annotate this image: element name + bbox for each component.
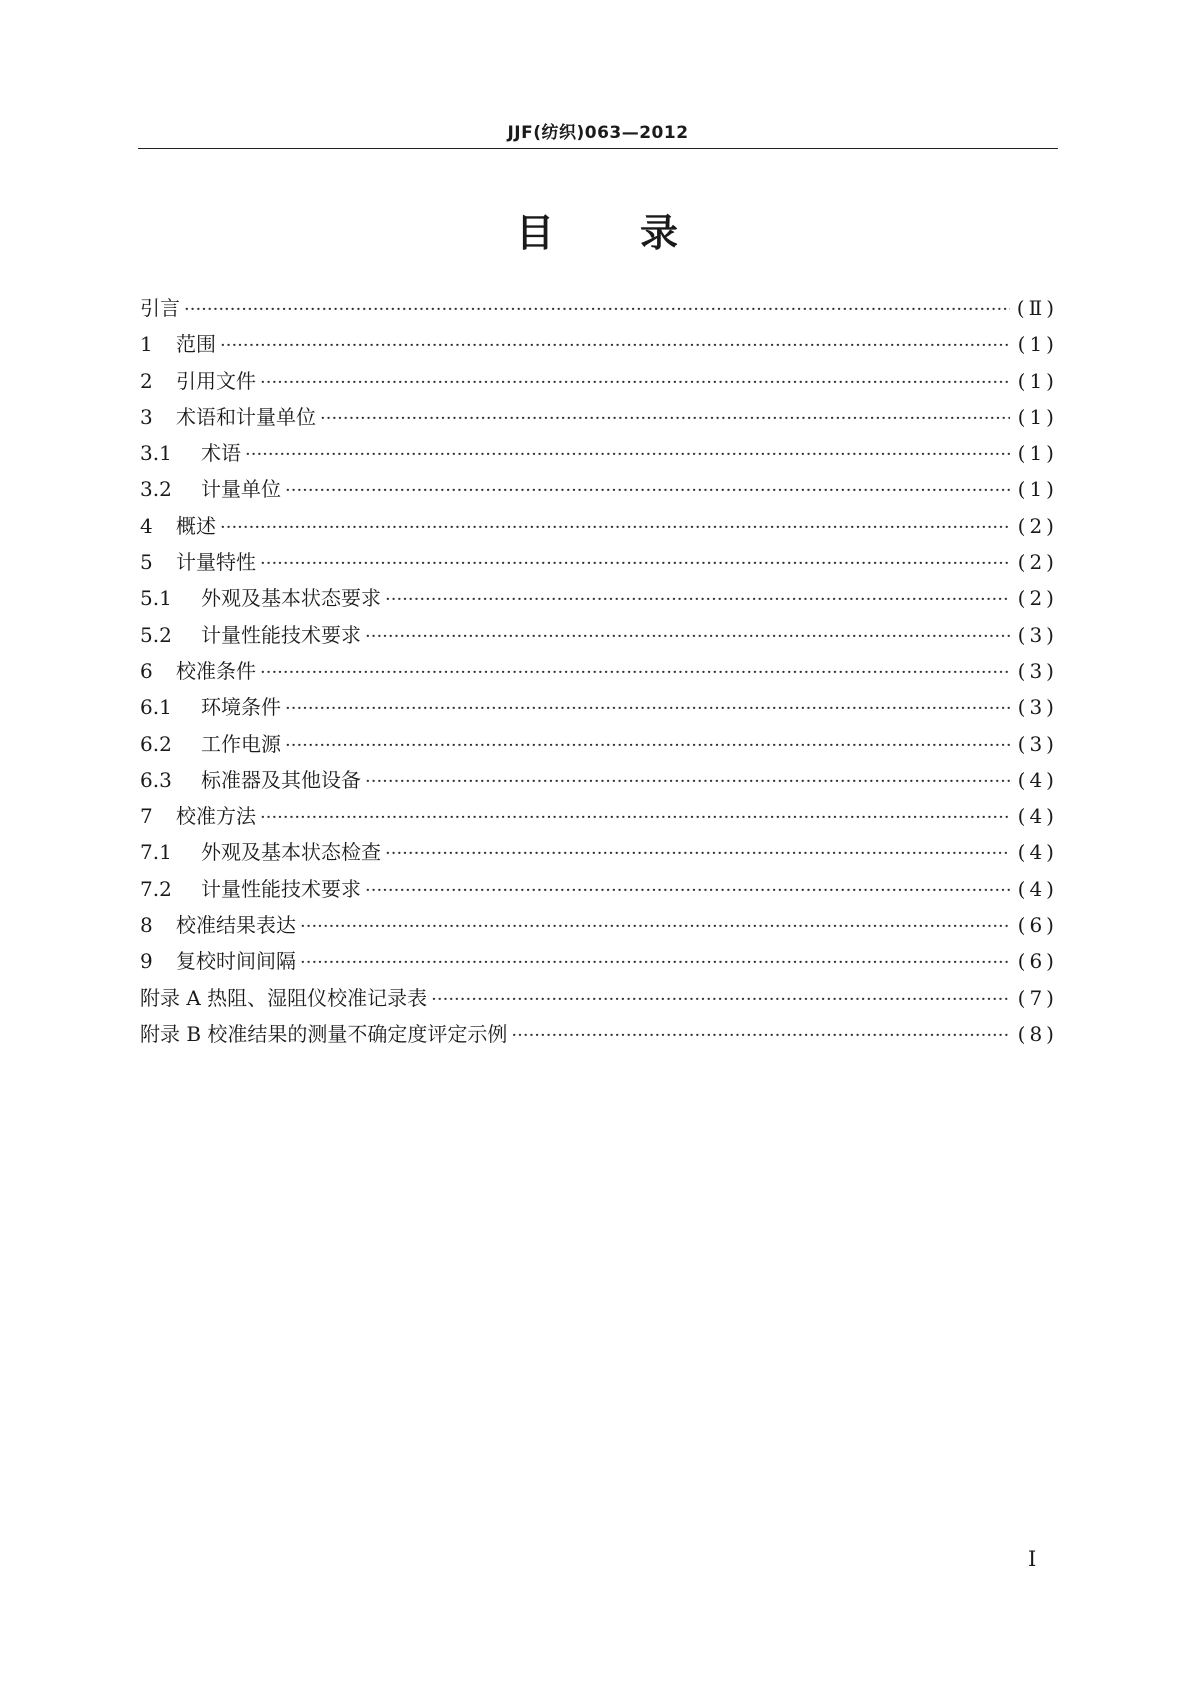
page-title [138,202,1058,257]
header-divider [138,148,1058,149]
toc-dot-leader [431,982,1010,1018]
toc-entry-page: (4) [1017,876,1058,901]
toc-entry[interactable] [140,798,1058,834]
toc-entry-label: 校准方法 [176,804,256,829]
toc-dot-leader [220,328,1010,364]
toc-entry-label: 术语 [201,441,241,466]
toc-entry[interactable] [140,689,1058,725]
toc-entry-number: 5.1 [140,586,172,611]
toc-entry-number: 3.1 [140,441,172,466]
toc-entry-number: 5 [140,550,153,575]
toc-dot-leader [300,909,1010,945]
toc-entry-number: 6.2 [140,731,172,756]
toc-entry-label: 计量性能技术要求 [201,622,361,647]
toc-entry-label: 附录 A 热阻、湿阻仪校准记录表 [140,985,428,1010]
toc-entry[interactable] [140,871,1058,907]
toc-entry-page: (1) [1017,368,1058,393]
toc-entry[interactable] [140,290,1058,326]
toc-entry-page: (7) [1017,985,1058,1010]
toc-dot-leader [285,691,1010,727]
toc-entry[interactable] [140,544,1058,580]
toc-entry-number: 1 [140,332,153,357]
toc-entry[interactable] [140,471,1058,507]
toc-dot-leader [220,510,1010,546]
toc-entry-number: 8 [140,913,153,938]
toc-entry-number: 2 [140,368,153,393]
toc-dot-leader [511,1018,1010,1054]
toc-entry-label: 环境条件 [201,695,281,720]
toc-entry[interactable] [140,762,1058,798]
toc-entry-label: 附录 B 校准结果的测量不确定度评定示例 [140,1021,508,1046]
toc-entry-label: 校准条件 [176,658,256,683]
toc-entry[interactable] [140,508,1058,544]
toc-dot-leader [365,764,1010,800]
toc-dot-leader [365,619,1010,655]
toc-dot-leader [385,582,1010,618]
toc-entry-label: 计量单位 [201,477,281,502]
toc-entry[interactable] [140,363,1058,399]
toc-entry-number: 6 [140,658,153,683]
title-char-2: 录 [640,211,681,255]
toc-dot-leader [260,365,1010,401]
toc-dot-leader [260,655,1010,691]
toc-entry-page: (1) [1017,441,1058,466]
toc-entry[interactable] [140,435,1058,471]
toc-dot-leader [245,437,1010,473]
toc-dot-leader [184,292,1010,328]
toc-entry-label: 复校时间间隔 [176,949,296,974]
toc-entry-number: 7 [140,804,153,829]
toc-entry-page: (3) [1017,695,1058,720]
page-number: I [1028,1547,1037,1571]
toc-entry-page: (3) [1017,731,1058,756]
toc-entry-page: (2) [1017,586,1058,611]
title-char-1: 目 [515,211,556,255]
toc-entry-page: (6) [1017,949,1058,974]
toc-entry[interactable] [140,1016,1058,1052]
toc-entry-number: 6.3 [140,767,172,792]
toc-entry-number: 9 [140,949,153,974]
toc-entry-number: 3.2 [140,477,172,502]
toc-entry[interactable] [140,907,1058,943]
toc-entry-number: 6.1 [140,695,172,720]
toc-entry-label: 引用文件 [176,368,256,393]
toc-entry-page: (4) [1017,840,1058,865]
toc-entry-number: 5.2 [140,622,172,647]
toc-entry-number: 4 [140,513,153,538]
document-header-code: JJF(纺织)063—2012 [507,123,689,143]
toc-entry-number: 7.2 [140,876,172,901]
toc-entry-page: (4) [1017,804,1058,829]
toc-entry[interactable] [140,980,1058,1016]
toc-entry-label: 校准结果表达 [176,913,296,938]
toc-entry-number: 3 [140,404,153,429]
toc-entry-page: (2) [1017,513,1058,538]
toc-dot-leader [260,546,1010,582]
toc-dot-leader [285,728,1010,764]
toc-entry[interactable] [140,617,1058,653]
toc-entry-page: (3) [1017,658,1058,683]
toc-dot-leader [300,945,1010,981]
toc-entry-label: 范围 [176,332,216,357]
toc-dot-leader [320,401,1010,437]
table-of-contents [140,290,1058,1052]
toc-entry[interactable] [140,399,1058,435]
toc-entry-page: (8) [1017,1021,1058,1046]
toc-entry-label: 外观及基本状态检查 [201,840,381,865]
toc-entry-label: 术语和计量单位 [176,404,316,429]
toc-entry-label: 计量性能技术要求 [201,876,361,901]
toc-entry[interactable] [140,943,1058,979]
toc-entry-page: (1) [1017,404,1058,429]
toc-dot-leader [260,800,1010,836]
toc-entry-label: 概述 [176,513,216,538]
toc-entry-page: (Ⅱ) [1016,296,1058,320]
toc-dot-leader [385,836,1010,872]
toc-entry[interactable] [140,653,1058,689]
toc-entry[interactable] [140,834,1058,870]
toc-entry-page: (4) [1017,767,1058,792]
toc-entry[interactable] [140,580,1058,616]
toc-entry-page: (2) [1017,550,1058,575]
toc-dot-leader [285,473,1010,509]
toc-entry[interactable] [140,726,1058,762]
toc-entry-number: 7.1 [140,840,172,865]
toc-entry-label: 外观及基本状态要求 [201,586,381,611]
toc-entry-page: (3) [1017,622,1058,647]
toc-entry-label: 标准器及其他设备 [201,767,361,792]
toc-entry-page: (1) [1017,332,1058,357]
toc-entry[interactable] [140,326,1058,362]
toc-entry-label: 引言 [140,296,180,320]
toc-entry-page: (6) [1017,913,1058,938]
toc-entry-page: (1) [1017,477,1058,502]
toc-dot-leader [365,873,1010,909]
toc-entry-label: 计量特性 [176,550,256,575]
toc-entry-label: 工作电源 [201,731,281,756]
